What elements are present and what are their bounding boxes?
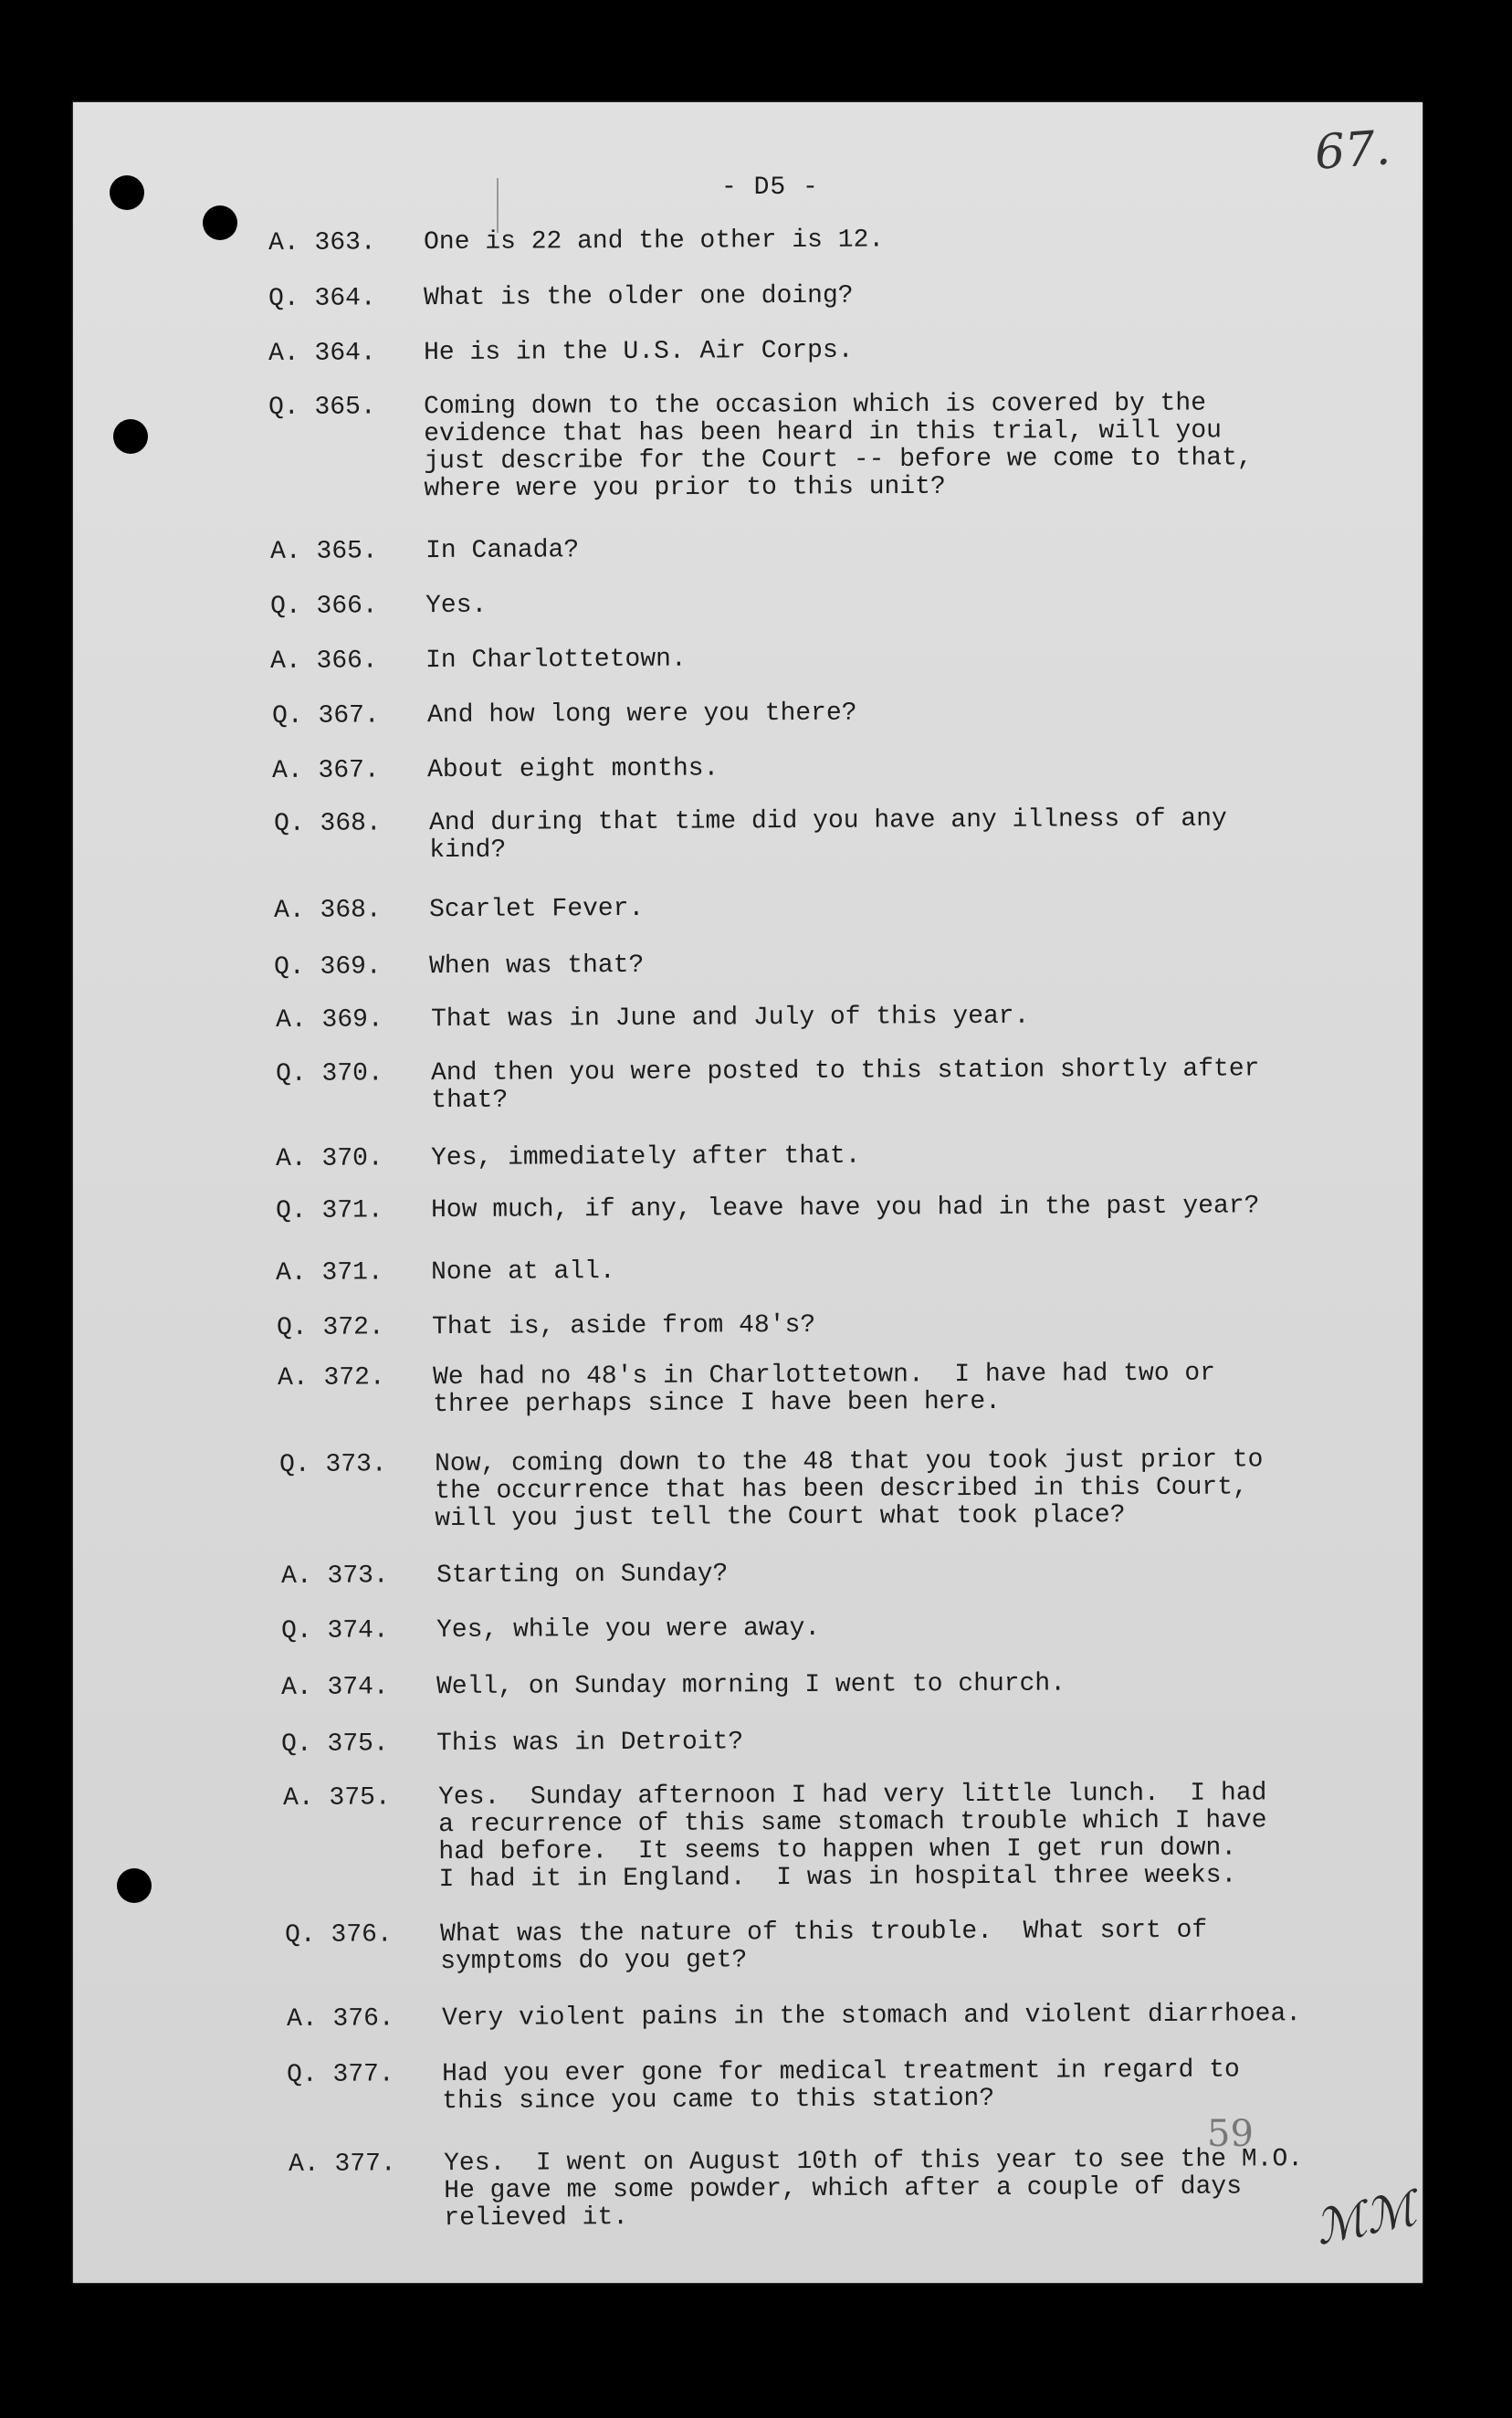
handwritten-initials: ℳℳ [1309, 2181, 1422, 2256]
qa-text-line: I had it in England. I was in hospital three weeks. [438, 1861, 1237, 1895]
qa-text [442, 2001, 1301, 2033]
qa-text-line: We had no 48's in Charlottetown. I have had two or [432, 1359, 1216, 1393]
qa-text-line: just describe for the Court -- before we come to that, [424, 444, 1253, 477]
qa-text [424, 338, 854, 367]
qa-label: Q. 376. [284, 1920, 393, 1950]
qa-text [436, 1615, 820, 1645]
margin-number: 59 [1207, 2113, 1254, 2155]
qa-label: A. 370. [275, 1144, 383, 1173]
qa-text [429, 952, 644, 981]
qa-label: Q. 371. [275, 1196, 383, 1225]
qa-text-line: About eight months. [426, 754, 719, 785]
qa-text [424, 283, 854, 312]
qa-text [435, 1446, 1264, 1533]
qa-text-line: How much, if any, leave have you had in the past year? [430, 1192, 1260, 1225]
qa-label: Q. 375. [280, 1729, 389, 1759]
qa-text-line: When was that? [428, 951, 645, 982]
qa-label: A. 376. [286, 2004, 394, 2034]
qa-label: Q. 374. [280, 1616, 389, 1645]
qa-text-line: Yes. I went on August 10th of this year to see the M.O. [443, 2145, 1304, 2179]
qa-text [440, 1918, 1207, 1976]
qa-text-line: What was the nature of this trouble. What sort of [439, 1916, 1208, 1950]
qa-label: A. 366. [269, 647, 378, 676]
qa-text [438, 1780, 1267, 1894]
qa-label: A. 365. [269, 537, 378, 566]
page-header: - D5 - [721, 173, 819, 202]
qa-text [427, 700, 857, 730]
qa-text-line: And during that time did you have any illness of any [428, 804, 1227, 838]
punch-hole-1 [110, 175, 144, 210]
qa-text-line: evidence that has been heard in this trial, will you [424, 416, 1223, 449]
qa-label: Q. 373. [278, 1450, 387, 1479]
qa-text [431, 1056, 1260, 1115]
qa-text-line: the occurrence that has been described in this Court, [435, 1473, 1248, 1507]
punch-hole-4 [117, 1868, 152, 1903]
folio-number: 67. [1313, 121, 1392, 181]
qa-text [425, 537, 579, 565]
qa-text [425, 647, 687, 675]
qa-text-line: He is in the U.S. Air Corps. [423, 336, 854, 368]
punch-hole-3 [113, 419, 148, 454]
qa-text-line: Had you ever gone for medical treatment in regard to [441, 2055, 1240, 2089]
qa-label: Q. 366. [269, 592, 378, 621]
qa-label: Q. 364. [268, 284, 376, 313]
qa-label: A. 367. [271, 756, 380, 785]
qa-text [424, 226, 884, 257]
qa-text-line: will you just tell the Court what took place? [435, 1501, 1126, 1534]
qa-text-line: None at all. [430, 1257, 615, 1288]
qa-text [436, 1729, 743, 1758]
qa-text-line: that? [431, 1086, 509, 1116]
qa-text-line: Coming down to the occasion which is covered by the [423, 389, 1207, 422]
qa-text-line: had before. It seems to happen when I get run down. [438, 1834, 1237, 1867]
qa-label: A. 372. [277, 1363, 385, 1393]
pencil-mark [497, 178, 499, 233]
punch-hole-2 [203, 205, 237, 240]
qa-label: Q. 377. [286, 2060, 394, 2089]
qa-text-line: That was in June and July of this year. [430, 1002, 1030, 1035]
qa-label: A. 364. [268, 339, 376, 368]
qa-label: A. 375. [282, 1783, 391, 1813]
qa-label: Q. 369. [273, 952, 382, 982]
qa-label: Q. 372. [276, 1313, 384, 1342]
qa-text-line: three perhaps since I have been here. [433, 1387, 1002, 1420]
qa-text-line: Yes. Sunday afternoon I had very little lunch. I had [437, 1779, 1267, 1813]
qa-text [431, 1004, 1029, 1034]
qa-label: A. 369. [275, 1005, 383, 1035]
qa-text-line: a recurrence of this same stomach trouble which I have [438, 1806, 1267, 1840]
qa-label: A. 368. [273, 896, 382, 925]
qa-text [431, 1258, 615, 1287]
qa-text [425, 593, 487, 620]
qa-text [431, 1193, 1260, 1225]
qa-text-line: where were you prior to this unit? [424, 472, 946, 504]
qa-text-line: In Charlottetown. [425, 645, 687, 676]
qa-text [427, 755, 719, 784]
qa-text-line: That is, aside from 48's? [431, 1310, 816, 1342]
qa-text [436, 1671, 1066, 1702]
qa-text-line: Well, on Sunday morning I went to church. [436, 1669, 1066, 1702]
qa-text-line: kind? [429, 836, 507, 866]
qa-text-line: And then you were posted to this station shortly after [430, 1055, 1260, 1088]
qa-label: Q. 370. [275, 1059, 383, 1088]
qa-text [431, 1143, 861, 1172]
qa-text-line: relieved it. [444, 2203, 629, 2234]
qa-text-line: In Canada? [425, 536, 580, 566]
qa-text-line: He gave me some powder, which after a couple of days [444, 2172, 1243, 2206]
qa-text-line: And how long were you there? [426, 699, 857, 731]
qa-label: A. 371. [275, 1258, 383, 1288]
qa-text-line: Yes, immediately after that. [430, 1141, 861, 1173]
qa-text [424, 390, 1253, 503]
qa-label: Q. 368. [273, 809, 382, 838]
qa-text-line: What is the older one doing? [423, 281, 854, 313]
qa-label: A. 374. [280, 1673, 389, 1702]
qa-text-line: this since you came to this station? [442, 2084, 995, 2117]
qa-label: Q. 365. [268, 393, 376, 422]
qa-text-line: Scarlet Fever. [428, 894, 645, 925]
qa-text-line: Very violent pains in the stomach and violent diarrhoea. [441, 2000, 1302, 2034]
qa-text-line: Starting on Sunday? [436, 1560, 729, 1591]
qa-text-line: symptoms do you get? [440, 1946, 748, 1977]
qa-label: A. 373. [280, 1561, 389, 1591]
qa-text-line: This was in Detroit? [436, 1728, 744, 1759]
qa-text [444, 2146, 1303, 2233]
qa-text [429, 806, 1227, 866]
qa-text [429, 896, 644, 924]
qa-label: A. 377. [288, 2150, 396, 2179]
qa-text-line: Now, coming down to the 48 that you took just prior to [434, 1446, 1264, 1479]
qa-label: Q. 367. [271, 701, 380, 731]
qa-text [436, 1561, 728, 1590]
qa-text-line: Yes. [425, 591, 488, 621]
qa-text [442, 2057, 1240, 2117]
qa-label: A. 363. [268, 228, 376, 258]
qa-text-line: Yes, while you were away. [436, 1614, 821, 1645]
qa-text-line: One is 22 and the other is 12. [423, 226, 885, 258]
qa-text [433, 1361, 1215, 1419]
qa-text [432, 1312, 815, 1341]
